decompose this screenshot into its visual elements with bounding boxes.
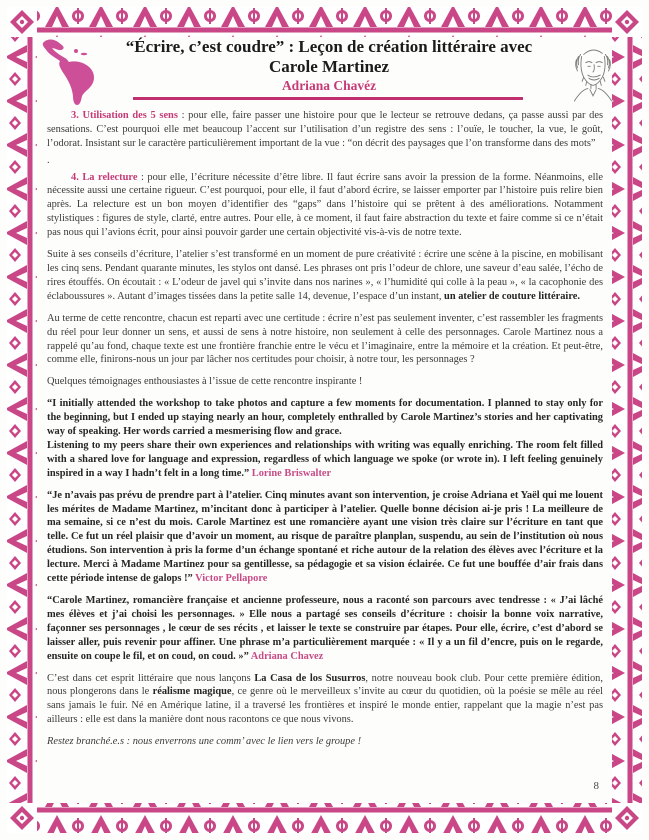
testimonial-lorine bbox=[47, 397, 603, 480]
testimonial-text: “Je n’avais pas prévu de prendre part à l’atelier. Cinq minutes avant son intervention, je croise Adriana et Yaël qui me louent les mérites de Madame Martinez, m’incitant donc à participer à l’atelier. Quelle bonne décision ai-je pris ! La meilleure de ma semaine, si ce n’est du mois. Carole Martinez est une romancière ayant une vision très claire sur l’écriture en tant que telle. Ce fut un réel plaisir que d’avoir un moment, au risque de paraître planplan, suspendu, au sein de l’institution où nous étudions. Son intervention à pris la forme d’un échange spontané et riche autour de la relation des élèves avec l’écriture et la lecture. Merci à Madame Martinez pour sa gentillesse, sa pédagogie et sa vision éclairée. Ce fut une bouffée d’air frais dans cette période intense de galops !” bbox=[47, 489, 603, 585]
signature-adriana-chavez: Adriana Chavez bbox=[248, 650, 324, 662]
testimonial-text-part1: “I initially attended the workshop to take photos and capture a few moments for documentation. I planned to stay only for the beginning, but I ended up staying nearly an hour, completely enthralled by Carole Martinez’s stories and her captivating way of speaking. Her words carried a mesmerising flow and grace. bbox=[47, 398, 603, 438]
paragraph-text: Suite à ses conseils d’écriture, l’atelier s’est transformé en un moment de pure créativité : écrire une scène à la piscine, en mobilisant les cinq sens. Pendant quarante minutes, les stylos ont dansé. Les phrases ont pris l’odeur de chlore, une saveur d’eau salée, l’écho de rires étouffés. On écoutait : « L’odeur de javel qui s’invite dans nos narines », « l’humidité qui colle à la peau », « la cacophonie des éclaboussures ». Autant d’images tissées dans la petite salle 14, devenue, l’espace d’un instant, bbox=[47, 249, 603, 302]
paragraph-lead-3: 3. Utilisation des 5 sens bbox=[71, 109, 178, 121]
page-content bbox=[47, 36, 603, 757]
article-header bbox=[47, 36, 603, 100]
divider-rule bbox=[133, 97, 523, 100]
paragraph-temoignages-intro: Quelques témoignages enthousiastes à l’issue de cette rencontre inspirante ! bbox=[47, 376, 363, 388]
signature-lorine-briswalter: Lorine Briswalter bbox=[249, 467, 332, 479]
paragraph-text: C’est dans cet esprit littéraire que nous lançons bbox=[47, 672, 255, 684]
footer-note: Restez branché.e.s : nous enverrons une comm’ avec le lien vers le groupe ! bbox=[47, 736, 362, 748]
testimonial-text-part2: Listening to my peers share their own experiences and relationships with writing was equally enriching. The room felt filled with a shared love for language and expression, regardless of which language we spoke (or wrote in). I left feeling genuinely inspired in a way I hadn’t felt in a long time.” bbox=[47, 439, 603, 479]
paragraph-book-club bbox=[47, 672, 603, 728]
byline-author: Adriana Chavéz bbox=[281, 78, 377, 94]
paragraph-text: : pour elle, l’écriture nécessite d’être libre. Il faut écrire sans avoir la pression de la forme. Néanmoins, elle nécessite aussi une certaine rigueur. C’est pourquoi, pour elle, il faut d’abord écrire, se laisser emporter par l’histoire puis relire bien après. La relecture est un bon moyen d’identifier des “gaps” dans l’histoire qui se prêtent à des améliorations. Notamment stylistiques : figures de style, clarté, entre autres. Pour elle, à ce moment, il faut faire abstraction du texte et faire comme si ce n’était pas nous qui l’avions écrit, pour ainsi pouvoir garder une certain objectivité vis-à-vis de notre texte. bbox=[47, 171, 603, 239]
paragraph-text: , ce genre où le merveilleux s’invite au cœur du quotidien, où la poésie se mêle au réel sans jamais le fuir. Né en Amérique latine, il a traversé les frontières et inspiré le monde entier, rappelant que la magie n’est pas ailleurs : elle est dans la manière dont nous racontons ce que nous vivons. bbox=[47, 686, 603, 726]
page-title-line-2: Carole Martinez bbox=[268, 57, 390, 77]
paragraph-text: , notre nouveau book club. Pour cette première édition, nous plongerons dans le bbox=[47, 672, 603, 698]
bold-atelier-couture: un atelier de couture littéraire. bbox=[444, 290, 580, 302]
paragraph-atelier-creativite bbox=[47, 248, 603, 304]
signature-victor-pellapore: Victor Pellapore bbox=[192, 573, 268, 585]
author-portrait-sketch-icon bbox=[569, 42, 617, 102]
testimonial-text: “Carole Martinez, romancière française et ancienne professeure, nous a raconté son parcours avec tendresse : « J’ai lâché mes élèves et j’ai choisi les personnages. » Elle nous a partagé ses conseils d’écriture : choisir la bonne voix narrative, façonner ses personnages , le cœur de ses récits , et laisser le texte se construire par étapes. Pour elle, écrire, c’est d’abord se laisser aller, puis revenir pour affiner. Une phrase m’a particulièrement marquée : « Il y a un fil d’encre, puis on le regarde, ensuite on coupe le fil, et on coud, on coud. »” bbox=[47, 595, 603, 662]
paragraph-lead-4: 4. La relecture bbox=[71, 171, 138, 183]
paragraph-relecture bbox=[47, 171, 603, 241]
testimonial-victor bbox=[47, 489, 603, 586]
latin-america-map-icon bbox=[39, 36, 103, 106]
bold-realisme-magique: réalisme magique bbox=[152, 686, 232, 698]
paragraph-text: : pour elle, faire passer une histoire pour que le lecteur se retrouve dedans, ça passe aussi par des sensations. C’est pourquoi elle met beaucoup l’accent sur l’utilisation d’un registre des sens : l’ouïe, le toucher, la vue, le goût, l’odorat. Insistant sur le caractère particulièrement important de la vue : “on décrit des paysages que l’on transforme dans des mots” bbox=[47, 109, 604, 149]
paragraph-utilisation-5-sens bbox=[47, 109, 603, 151]
bold-la-casa-de-los-susurros: La Casa de los Susurros bbox=[254, 672, 366, 684]
stray-period-line: . bbox=[47, 154, 50, 166]
page-title-line-1: “Écrire, c’est coudre” : Leçon de création littéraire avec bbox=[125, 37, 533, 56]
testimonial-adriana bbox=[47, 594, 603, 664]
paragraph-au-terme: Au terme de cette rencontre, chacun est reparti avec une certitude : écrire n’est pas seulement inventer, c’est rassembler les fragments du réel pour leur donner un sens, et aussi de sens à notre histoire, non seulement à celle des personnages. Carole Martinez nous a rappelé qu’au fond, chaque texte est une frontière franchie entre le vécu et l’imaginaire, entre la mémoire et la création. Et peut-être, comme elle, finirons-nous un jour par lâcher nos certitudes pour choisir, à notre tour, les personnages ? bbox=[47, 312, 603, 366]
page-number: 8 bbox=[593, 780, 599, 792]
